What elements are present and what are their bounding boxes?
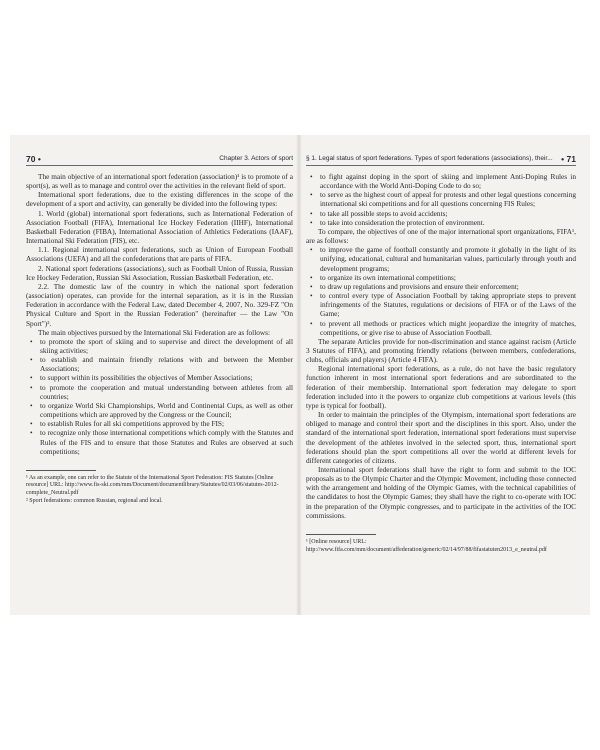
fis-objectives-list [26,337,293,456]
left-page-bullet: • [37,154,41,164]
left-running-head [26,153,293,166]
right-section-title: § 1. Legal status of sport federations. Types of sport federations (associations), their... [306,155,553,162]
left-chapter-title: Chapter 3. Actors of sport [219,155,293,162]
list-item: • to draw up regulations and provisions and ensure their enforcement; [320,282,576,291]
fis-objectives-list-continued [306,172,576,227]
footnote-rule [26,470,96,471]
right-page-number-block [561,153,576,165]
list-item: • to establish Rules for all ski competitions approved by the FIS; [40,419,293,428]
paragraph: To compare, the objectives of one of the major international sport organizations, FIFA¹, are as follows: [306,226,576,246]
book-gutter [296,135,302,615]
list-item: • to organize World Ski Championships, World and Continental Cups, as well as other competitions which are approved by the Congress or the Council; [40,401,293,419]
paragraph: The separate Articles provide for non-discrimination and stance against racism (Article 3 Statutes of FIFA), and promoting friendly relations (between members, confederations, clubs, officials and players) (Article 4 FIFA). [306,336,576,365]
list-item: • to control every type of Association Football by taking appropriate steps to prevent infringements of the Statutes, regulations or decisions of FIFA or of the Laws of the Game; [320,291,576,318]
list-item: • to take all possible steps to avoid accidents; [320,209,576,218]
paragraph: International sport federations, due to the existing differences in the scope of the development of a sport and activity, can generally be divided into the following types: [26,190,293,209]
right-page-body [306,172,576,554]
right-page [306,135,576,615]
paragraph: The main objectives pursued by the International Ski Federation are as follows: [38,327,271,337]
list-item: • to organize its own international competitions; [320,273,576,282]
paragraph: 1. World (global) international sport federations, such as International Federation of Association Football (FIFA), International Ice Hockey Federation (IIHF), International Basketball Federation (FIBA), International Association of Athletics Federations (IAAF), International Ski Federation (FIS), etc. [26,208,293,246]
footnote: ¹ [Online resource] URL: http://www.fifa.com/mm/document/affederation/generic/02/14/97/88/fifastatuten2013_e_neutral.pdf [306,538,547,553]
left-footnotes [26,470,293,505]
right-running-head [306,153,576,166]
footnote: ¹ As an example, one can refer to the Statute of the International Sport Federation: FIS Statutes [Online resource] URL: http://www.fis-ski.com/mm/Document/documentlibrary/Statutes/02/03/06/statutes-2012-complete_Neutral.pdf [26,474,279,497]
list-item: • to take into consideration the protection of environment. [320,218,576,227]
paragraph: International sport federations shall have the right to form and submit to the IOC proposals as to the Olympic Charter and the Olympic Movement, including those connected with the arrangement and holding of the Olympic Games, with the technical capabilities of the candidates to host the Olympic Games; they shall have the right to co-operate with IOC in the preparation of the Olympic congresses, and to participate in the activities of the IOC commissions. [306,465,576,520]
list-item: • to promote the cooperation and mutual understanding between athletes from all countries; [40,383,293,401]
fifa-objectives-list [306,245,576,337]
list-item: • to fight against doping in the sport of skiing and implement Anti-Doping Rules in accordance with the World Anti-Doping Code to do so; [320,172,576,190]
list-item: • to promote the sport of skiing and to supervise and direct the development of all skiing activities; [40,337,293,355]
footnote-rule [306,534,376,535]
list-item: • to recognize only those international competitions which comply with the Statutes and Rules of the FIS and to ensure that those Statutes and Rules are observed at such competitions; [40,428,293,455]
paragraph: Regional international sport federations, as a rule, do not have the basic regulatory function inherent in most international sport federations and are subordinated to the federation of their membership. International sport federation may delegate to sport federation included into it the powers to organize club competitions at various levels (this type is typical for football). [306,364,576,410]
paragraph: In order to maintain the principles of the Olympism, international sport federations are obliged to manage and control their sport and the disciplines in this sport. Also, under the standard of the international sport federation, international sport federations must supervise the development of the athletes involved in the selected sport, thus, international sport federations should plan the sport competitions all over the world at different levels for different categories of citizens. [306,410,576,465]
right-page-number: 71 [566,154,576,164]
list-item: • to improve the game of football constantly and promote it globally in the light of its unifying, educational, cultural and humanitarian values, particularly through youth and development programs; [320,245,576,272]
paragraph: The main objective of an international sport federation (association)¹ is to promote of a sport(s), as well as to manage and control over the activities in the relevant field of sport. [26,172,293,191]
left-page [26,135,293,615]
paragraph: 2.2. The domestic law of the country in which the national sport federation (association) operates, can provide for the internal separation, as it is in the Russian Federation in accordance with the Federal Law, dated December 4, 2007, No. 329-FZ "On Physical Culture and Sport in the Russian Federation" (hereinafter — the Law "On Sport")². [26,281,293,328]
right-footnotes [306,534,576,554]
list-item: • to support within its possibilities the objectives of Member Associations; [40,373,293,382]
book-spread [10,135,590,615]
left-page-body [26,172,293,505]
paragraph: 1.1. Regional international sport federations, such as Union of European Football Associations (UEFA) and all the confederations that are parts of FIFA. [26,245,293,264]
list-item: • to establish and maintain friendly relations with and between the Member Associations; [40,355,293,373]
left-page-number-block [26,153,41,165]
list-item: • to serve as the highest court of appeal for protests and other legal questions concerning international ski competitions and for all questions concerning FIS Rules; [320,190,576,208]
footnote: ² Sport federations: common Russian, regional and local. [26,497,163,504]
right-page-bullet: • [561,154,565,164]
left-page-number: 70 [26,154,36,164]
list-item: • to prevent all methods or practices which might jeopardize the integrity of matches, competitions, or give rise to abuse of Association Football. [320,319,576,337]
paragraph: 2. National sport federations (associations), such as Football Union of Russia, Russian Ice Hockey Federation, Russian Ski Association, Russian Basketball Federation, etc. [26,263,293,282]
